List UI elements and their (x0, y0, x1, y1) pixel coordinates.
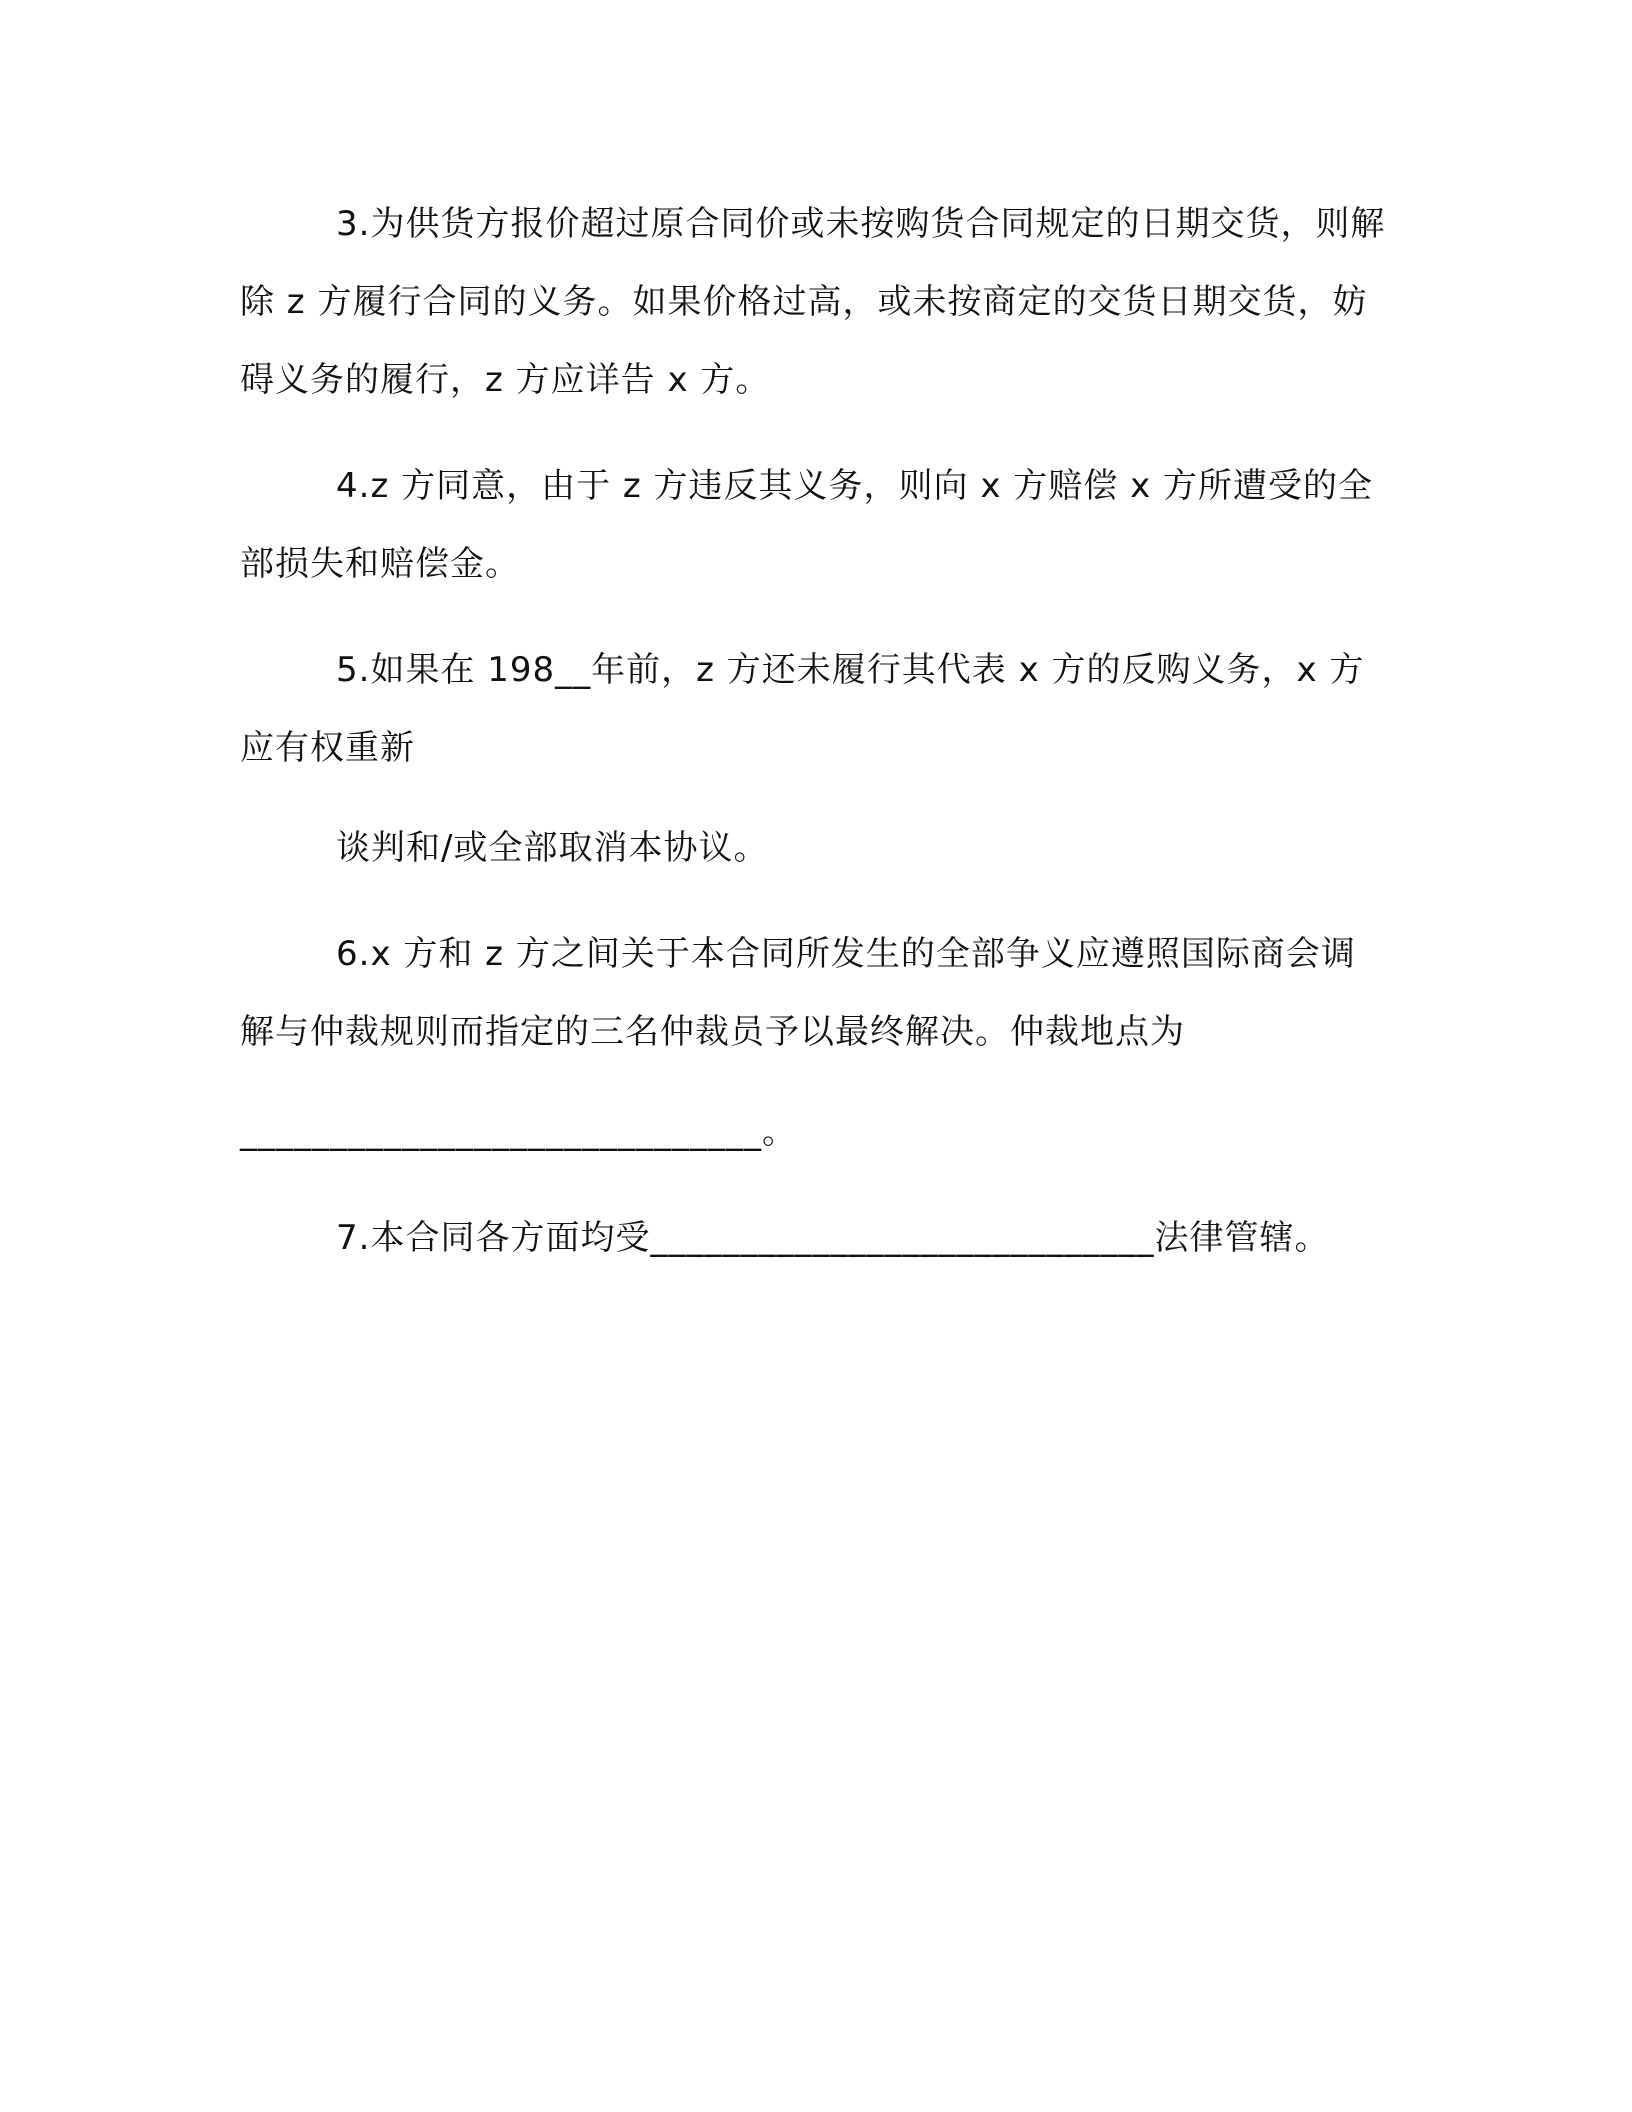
clause-7: 7.本合同各方面均受____________________________法律管辖。 (336, 1218, 1330, 1258)
clause-4: 4.z 方同意，由于 z 方违反其义务，则向 x 方赔偿 x 方所遭受的全部损失和赔偿金。 (240, 466, 1374, 584)
arbitration-place-blank: _____________________________。 (240, 1112, 797, 1152)
clause-5-continuation: 谈判和/或全部取消本协议。 (336, 828, 769, 868)
clause-3: 3.为供货方报价超过原合同价或未按购货合同规定的日期交货，则解除 z 方履行合同的义务。如果价格过高，或未按商定的交货日期交货，妨碍义务的履行，z 方应详告 x 方。 (240, 204, 1386, 400)
document-body (240, 185, 1390, 1305)
clause-5: 5.如果在 198__年前，z 方还未履行其代表 x 方的反购义务，x 方应有权重新 (240, 650, 1365, 768)
clause-6: 6.x 方和 z 方之间关于本合同所发生的全部争义应遵照国际商会调解与仲裁规则而指定的三名仲裁员予以最终解决。仲裁地点为 (240, 934, 1356, 1052)
